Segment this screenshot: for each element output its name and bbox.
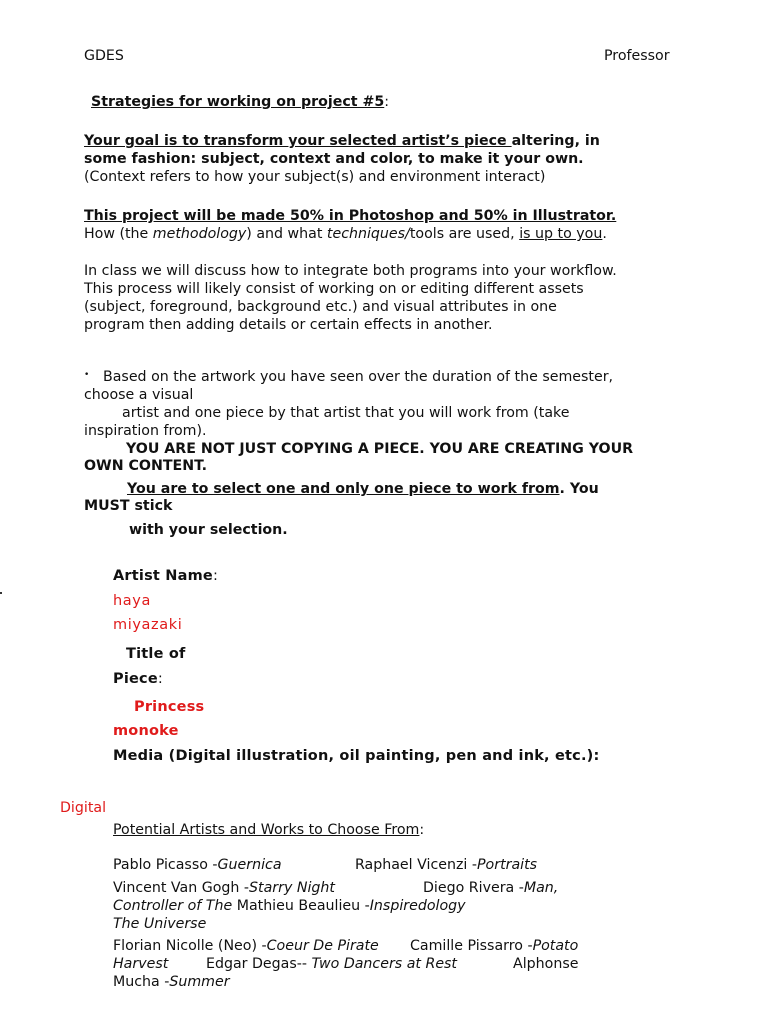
media-label: Media (Digital illustration, oil painting, pen and ink, etc.): bbox=[113, 748, 600, 764]
work-universe: The Universe bbox=[113, 916, 207, 932]
artist-name-label bbox=[113, 567, 218, 585]
work-potato: Potato bbox=[532, 938, 579, 954]
page-title-text: Strategies for working on project #5 bbox=[91, 94, 385, 110]
bullet-line2: choose a visual bbox=[84, 387, 194, 403]
goal-line1-underlined: Your goal is to transform your selected artist’s piece bbox=[84, 133, 512, 149]
work-two-dancers: Two Dancers at Rest bbox=[311, 956, 457, 972]
work-summer: Summer bbox=[169, 974, 230, 990]
title-value-line1: Princess bbox=[134, 699, 205, 715]
header-course: GDES bbox=[84, 48, 124, 64]
select-rest: . You bbox=[559, 481, 599, 497]
project-block bbox=[84, 207, 616, 243]
work-portraits: Portraits bbox=[477, 857, 538, 873]
project-how: How (the bbox=[84, 226, 153, 242]
goal-line3: (Context refers to how your subject(s) and environment interact) bbox=[84, 169, 546, 185]
inclass-block bbox=[84, 262, 617, 334]
media-value: Digital bbox=[60, 800, 107, 816]
goal-line1-rest: altering, in bbox=[511, 133, 600, 149]
page-title-colon: : bbox=[384, 94, 390, 110]
artists-heading-text: Potential Artists and Works to Choose From bbox=[113, 822, 420, 838]
artist-pissarro: Camille Pissarro - bbox=[410, 938, 533, 954]
artist-row-5b bbox=[410, 937, 578, 955]
artist-row-1 bbox=[113, 856, 282, 874]
work-starry-night: Starry Night bbox=[249, 880, 335, 896]
artist-row-2 bbox=[113, 879, 335, 897]
bullet-line1: Based on the artwork you have seen over the duration of the semester, bbox=[103, 369, 614, 385]
title-label-colon: : bbox=[157, 671, 163, 687]
bullet-line4: inspiration from). bbox=[84, 423, 207, 439]
artist-value-line2: miyazaki bbox=[113, 617, 183, 633]
work-man: Man, bbox=[523, 880, 559, 896]
project-line2 bbox=[84, 225, 616, 243]
artist-degas: Edgar Degas-- bbox=[206, 956, 312, 972]
inclass-line1: In class we will discuss how to integrate both programs into your workflow. bbox=[84, 263, 617, 279]
title-label-piece: Piece bbox=[113, 671, 158, 687]
artists-heading bbox=[113, 821, 424, 839]
stray-mark bbox=[0, 592, 2, 594]
select-underlined: You are to select one and only one piece to work from bbox=[127, 481, 560, 497]
artist-row-2b bbox=[423, 879, 558, 897]
project-methodology: methodology bbox=[152, 226, 247, 242]
artist-name-colon: : bbox=[212, 568, 219, 584]
work-guernica: Guernica bbox=[217, 857, 282, 873]
project-period: . bbox=[602, 226, 607, 242]
inclass-line3: (subject, foreground, background etc.) and visual attributes in one bbox=[84, 299, 557, 315]
artists-heading-colon: : bbox=[419, 822, 425, 838]
artist-name-label-text: Artist Name bbox=[113, 568, 213, 584]
inclass-line4: program then adding details or certain effects in another. bbox=[84, 317, 493, 333]
title-value-line2: monoke bbox=[113, 723, 179, 739]
artist-nicolle: Florian Nicolle (Neo) - bbox=[113, 938, 267, 954]
work-harvest: Harvest bbox=[113, 956, 169, 972]
project-line1: This project will be made 50% in Photoshop and 50% in Illustrator. bbox=[84, 208, 617, 224]
header-professor: Professor bbox=[604, 48, 670, 64]
with-selection: with your selection. bbox=[129, 522, 288, 538]
artist-vicenzi: Raphael Vicenzi - bbox=[355, 857, 477, 873]
artist-row-7 bbox=[113, 973, 230, 991]
project-up-to-you: is up to you bbox=[519, 226, 603, 242]
artist-row-3 bbox=[113, 897, 466, 915]
project-tools: tools are used, bbox=[409, 226, 520, 242]
must-stick: MUST stick bbox=[84, 498, 173, 514]
caps-line1: YOU ARE NOT JUST COPYING A PIECE. YOU ARE CREATING YOUR bbox=[126, 441, 634, 457]
artist-mucha: Mucha - bbox=[113, 974, 170, 990]
artist-van-gogh: Vincent Van Gogh - bbox=[113, 880, 250, 896]
caps-line2: OWN CONTENT. bbox=[84, 458, 208, 474]
artist-row-1b bbox=[355, 856, 537, 874]
artist-rivera: Diego Rivera - bbox=[423, 880, 524, 896]
artist-alphonse: Alphonse bbox=[513, 956, 579, 972]
artist-picasso: Pablo Picasso - bbox=[113, 857, 218, 873]
goal-line2: some fashion: subject, context and color, to make it your own. bbox=[84, 151, 584, 167]
page-title bbox=[91, 93, 389, 111]
work-inspiredology: Inspiredology bbox=[369, 898, 466, 914]
inclass-line2: This process will likely consist of working on or editing different assets bbox=[84, 281, 584, 297]
artist-beaulieu: Mathieu Beaulieu - bbox=[232, 898, 370, 914]
select-line bbox=[127, 480, 599, 498]
project-and-what: ) and what bbox=[246, 226, 327, 242]
artist-row-5 bbox=[113, 937, 379, 955]
work-coeur-de-pirate: Coeur De Pirate bbox=[266, 938, 379, 954]
title-label-line1: Title of bbox=[126, 646, 186, 662]
artist-value-line1: haya bbox=[113, 593, 151, 609]
title-label-line2 bbox=[113, 670, 163, 688]
bullet-line3: artist and one piece by that artist that you will work from (take bbox=[122, 405, 570, 421]
bullet-marker: • bbox=[84, 370, 90, 380]
goal-block bbox=[84, 132, 600, 186]
work-controller: Controller of The bbox=[113, 898, 233, 914]
artist-row-6 bbox=[206, 955, 457, 973]
project-techniques: techniques/ bbox=[326, 226, 410, 242]
